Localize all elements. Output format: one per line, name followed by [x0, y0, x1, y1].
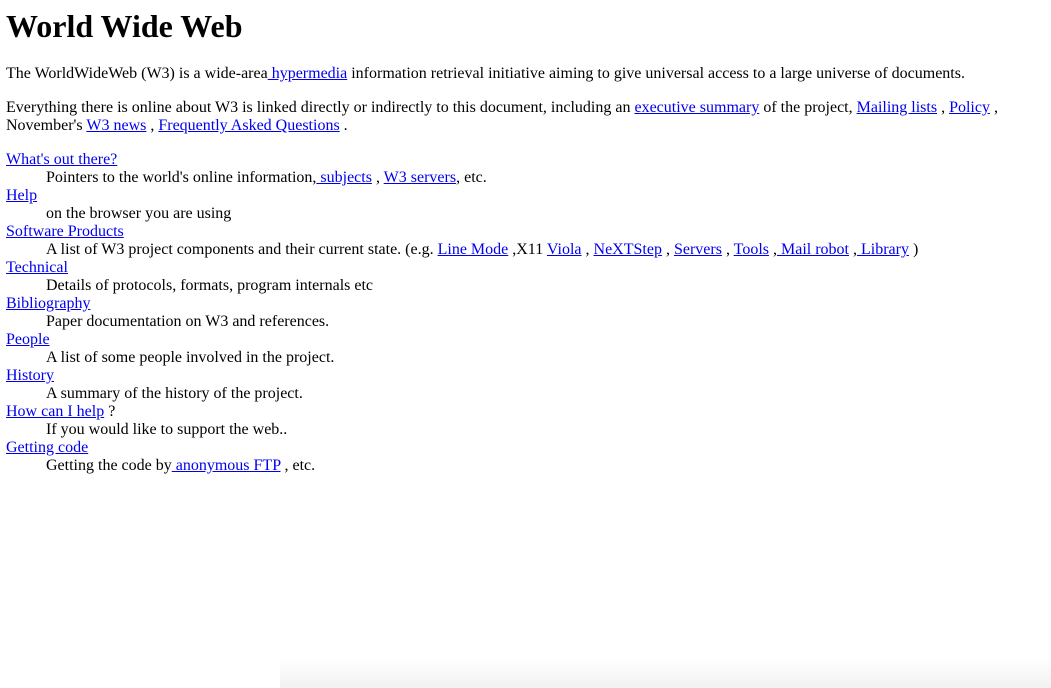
viola-link[interactable]: Viola: [546, 241, 582, 258]
w3-servers-link[interactable]: W3 servers: [383, 169, 457, 186]
online-text: of the project,: [759, 99, 857, 116]
section-desc-whats-out-there: [46, 169, 1046, 187]
section-term-people: [6, 331, 1046, 349]
section-desc-history: A summary of the history of the project.: [46, 385, 303, 402]
w3-news-link[interactable]: W3 news: [86, 117, 147, 134]
desc-text: ,: [768, 241, 777, 258]
intro-paragraph: [6, 65, 1046, 83]
desc-text: , etc.: [456, 169, 487, 186]
page-title: World Wide Web: [6, 8, 243, 44]
section-term-bibliography: [6, 295, 1046, 313]
section-desc-help: on the browser you are using: [46, 205, 232, 222]
getting-code-link[interactable]: Getting code: [6, 439, 89, 456]
hypermedia-link[interactable]: hypermedia: [267, 65, 348, 82]
intro-text-before: The WorldWideWeb (W3) is a wide-area: [6, 65, 268, 82]
whats-out-there-link[interactable]: What's out there?: [6, 151, 118, 168]
section-term-software-products: [6, 223, 1046, 241]
section-desc-how-can-i-help: If you would like to support the web..: [46, 421, 288, 438]
section-term-help: [6, 187, 1046, 205]
servers-link[interactable]: Servers: [673, 241, 722, 258]
section-desc-technical: Details of protocols, formats, program internals etc: [46, 277, 374, 294]
mail-robot-link[interactable]: Mail robot: [776, 241, 849, 258]
section-desc-people: A list of some people involved in the project.: [46, 349, 335, 366]
mailing-lists-link[interactable]: Mailing lists: [856, 99, 938, 116]
section-term-how-can-i-help: [6, 403, 1046, 421]
desc-text: ,: [371, 169, 384, 186]
subjects-link[interactable]: subjects: [316, 169, 372, 186]
executive-summary-link[interactable]: executive summary: [634, 99, 760, 116]
how-can-i-help-link[interactable]: How can I help: [6, 403, 105, 420]
window-edge-shadow: [280, 658, 1051, 688]
online-text: ,: [146, 117, 159, 134]
desc-text: ): [908, 241, 919, 258]
online-text: .: [339, 117, 348, 134]
help-link[interactable]: Help: [6, 187, 38, 204]
section-desc-software-products: [46, 241, 1046, 259]
section-desc-getting-code: [46, 457, 1046, 475]
online-text: Everything there is online about W3 is linked directly or indirectly to this document, including an: [6, 99, 635, 116]
section-list: [6, 151, 1046, 475]
section-desc-bibliography: Paper documentation on W3 and references.: [46, 313, 330, 330]
desc-text: Pointers to the world's online information,: [46, 169, 317, 186]
section-term-technical: [6, 259, 1046, 277]
tools-link[interactable]: Tools: [733, 241, 769, 258]
desc-text: ,: [661, 241, 674, 258]
software-products-link[interactable]: Software Products: [6, 223, 124, 240]
history-link[interactable]: History: [6, 367, 54, 384]
bibliography-link[interactable]: Bibliography: [6, 295, 91, 312]
desc-text: ,X11: [508, 241, 547, 258]
technical-link[interactable]: Technical: [6, 259, 68, 276]
desc-text: ,: [848, 241, 857, 258]
online-paragraph: [6, 99, 1046, 135]
policy-link[interactable]: Policy: [949, 99, 990, 116]
faq-link[interactable]: Frequently Asked Questions: [158, 117, 340, 134]
online-text: ,: [937, 99, 950, 116]
anonymous-ftp-link[interactable]: anonymous FTP: [171, 457, 281, 474]
online-text: , November's: [6, 99, 998, 134]
people-link[interactable]: People: [6, 331, 50, 348]
term-suffix: ?: [104, 403, 116, 420]
nextstep-link[interactable]: NeXTStep: [593, 241, 662, 258]
desc-text: , etc.: [280, 457, 316, 474]
section-term-history: [6, 367, 1046, 385]
intro-text-after: information retrieval initiative aiming to give universal access to a large universe of documents.: [347, 65, 965, 82]
desc-text: ,: [581, 241, 594, 258]
desc-text: A list of W3 project components and their current state. (e.g.: [46, 241, 438, 258]
desc-text: Getting the code by: [46, 457, 172, 474]
desc-text: ,: [721, 241, 734, 258]
section-term-whats-out-there: [6, 151, 1046, 169]
library-link[interactable]: Library: [856, 241, 909, 258]
line-mode-link[interactable]: Line Mode: [437, 241, 509, 258]
section-term-getting-code: [6, 439, 1046, 457]
